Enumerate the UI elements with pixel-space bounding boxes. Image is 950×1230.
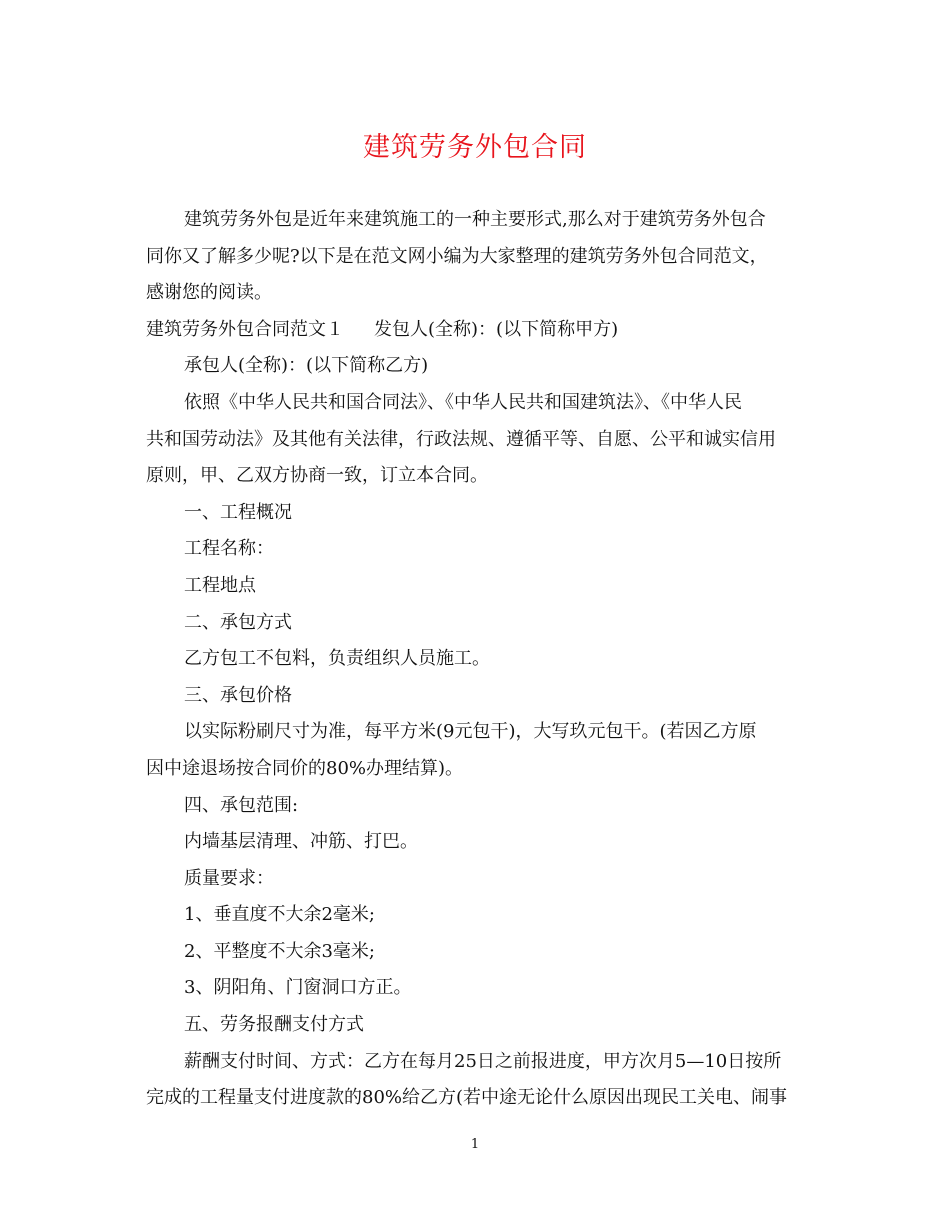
body-line [146, 458, 806, 495]
body-line-text: 工程地点 [184, 574, 256, 596]
body-line [146, 970, 806, 1007]
body-line-text: 五、劳务报酬支付方式 [184, 1014, 364, 1036]
body-line [146, 934, 806, 971]
body-line [146, 202, 806, 239]
body-line-text: 内墙基层清理、冲筋、打巴。 [184, 831, 418, 853]
body-line-text: 建筑劳务外包是近年来建筑施工的一种主要形式,那么对于建筑劳务外包合 [184, 209, 766, 230]
body-line-text: 薪酬支付时间、方式：乙方在每月25日之前报进度，甲方次月5—10日按所 [184, 1050, 782, 1072]
body-line [146, 1080, 806, 1117]
body-line-text: 因中途退场按合同价的80%办理结算)。 [146, 757, 464, 779]
body-line [146, 531, 806, 568]
body-line [146, 751, 806, 788]
body-line-text: 1、垂直度不大余2毫米; [184, 904, 375, 926]
body-line-text: 二、承包方式 [184, 611, 292, 633]
body-line-text: 3、阴阳角、门窗洞口方正。 [184, 977, 412, 999]
body-line [146, 568, 806, 605]
body-line [146, 861, 806, 898]
body-line-text: 完成的工程量支付进度款的80%给乙方(若中途无论什么原因出现民工关电、闹事 [146, 1087, 788, 1109]
body-line [146, 1044, 806, 1081]
body-line [146, 1007, 806, 1044]
body-line-tail: 发包人(全称)：(以下简称甲方) [374, 318, 619, 340]
body-line [146, 422, 806, 459]
body-line-text: 承包人(全称)：(以下简称乙方) [184, 355, 429, 377]
body-line-text: 共和国劳动法》及其他有关法律，行政法规、遵循平等、自愿、公平和诚实信用 [146, 428, 776, 450]
body-line [146, 385, 806, 422]
body-line-text: 以实际粉刷尺寸为准，每平方米(9元包干)，大写玖元包干。(若因乙方原 [184, 721, 757, 743]
body-line-text: 工程名称： [184, 538, 274, 560]
body-line [146, 788, 806, 825]
body-line-text: 同你又了解多少呢?以下是在范文网小编为大家整理的建筑劳务外包合同范文， [146, 245, 768, 267]
body-line [146, 275, 806, 312]
body-line-text: 原则，甲、乙双方协商一致，订立本合同。 [146, 465, 488, 487]
body-line-text: 一、工程概况 [184, 501, 292, 523]
document-title: 建筑劳务外包合同 [363, 132, 587, 163]
body-line [146, 897, 806, 934]
body-line-text: 乙方包工不包料，负责组织人员施工。 [184, 648, 490, 670]
body-line-text: 四、承包范围: [184, 794, 299, 816]
body-line-text: 依照《中华人民共和国合同法》、《中华人民共和国建筑法》、《中华人民 [184, 391, 742, 413]
body-line-text: 质量要求： [184, 867, 274, 889]
body-line-text: 建筑劳务外包合同范文１ [146, 318, 344, 340]
body-line [146, 239, 806, 276]
body-line [146, 678, 806, 715]
body-line [146, 312, 806, 349]
page-number: 1 [470, 1137, 480, 1152]
body-line [146, 348, 806, 385]
body-line-text: 感谢您的阅读。 [146, 282, 272, 304]
body-line [146, 495, 806, 532]
body-line [146, 714, 806, 751]
body-line-text: 2、平整度不大余3毫米; [184, 940, 375, 962]
body-line [146, 605, 806, 642]
body-line [146, 641, 806, 678]
body-line [146, 824, 806, 861]
document-body [146, 202, 806, 1117]
body-line-text: 三、承包价格 [184, 684, 292, 706]
